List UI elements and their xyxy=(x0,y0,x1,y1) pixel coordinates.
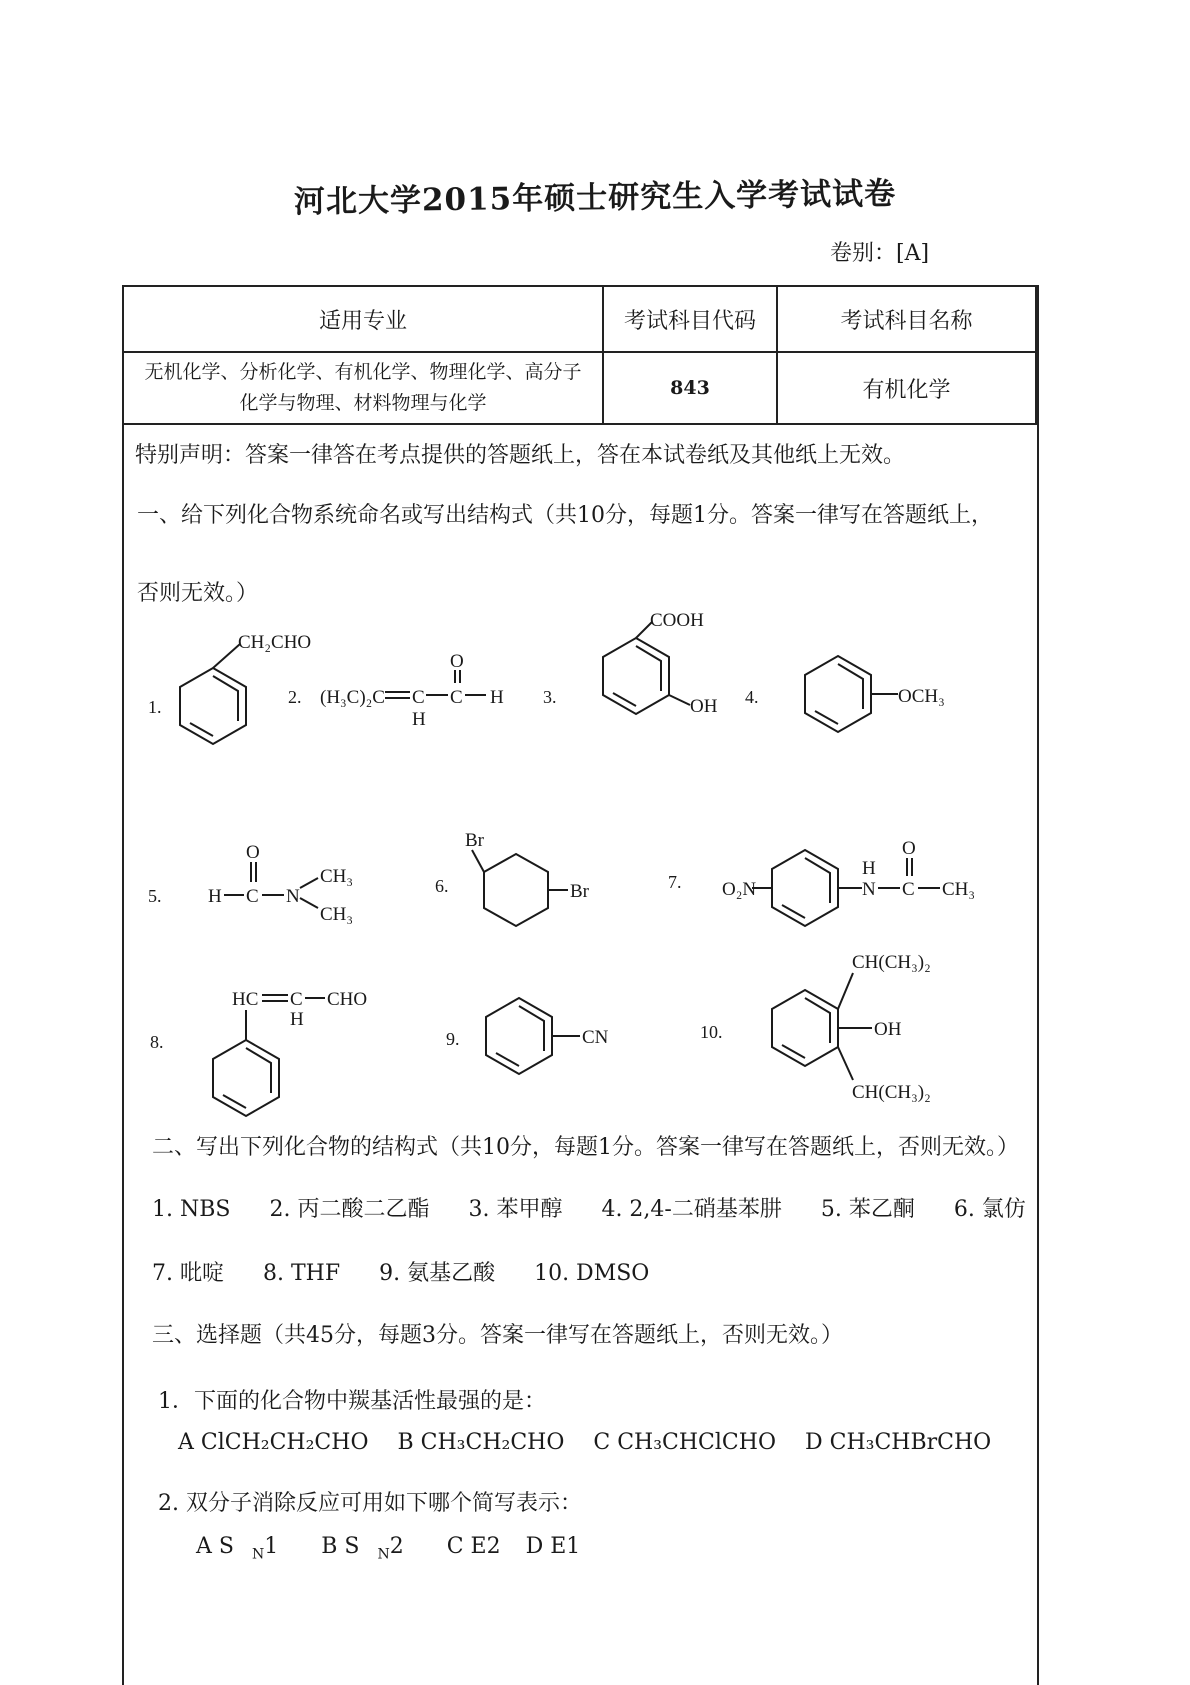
majors-line: 无机化学、分析化学、有机化学、物理化学、高分子 xyxy=(144,361,582,383)
list-item: 8. THF xyxy=(262,1261,341,1286)
question-1-stem: 1．下面的化合物中羰基活性最强的是： xyxy=(158,1389,546,1414)
item-number: 1. xyxy=(148,697,162,717)
benzene-ring xyxy=(772,850,838,926)
majors-line: 化学与物理、材料物理与化学 xyxy=(239,392,487,414)
section2-items-row1 xyxy=(152,1192,1058,1223)
methyl-2: CH₃ xyxy=(320,904,354,925)
isopropyl-bottom: CH(CH₃)₂ xyxy=(852,1082,931,1103)
option-c: C CH₃CHClCHO xyxy=(593,1430,776,1455)
item-number: 8. xyxy=(150,1032,164,1052)
compound-7 xyxy=(668,838,975,926)
atom-c: C xyxy=(412,687,425,708)
compound-8 xyxy=(150,989,367,1116)
benzene-ring xyxy=(180,668,246,744)
item-number: 3. xyxy=(543,687,557,707)
list-item: 3. 苯甲醇 xyxy=(468,1197,563,1222)
option-b: B CH₃CH₂CHO xyxy=(397,1430,565,1455)
atom-n: N xyxy=(286,886,300,907)
question-1-options xyxy=(178,1430,1013,1455)
item-number: 6. xyxy=(435,876,449,896)
atom-h: H xyxy=(208,886,222,907)
compound-10 xyxy=(700,952,931,1103)
compound-9 xyxy=(446,998,609,1074)
section1-heading: 一、给下列化合物系统命名或写出结构式（共10分，每题1分。答案一律写在答题纸上， xyxy=(137,503,993,528)
section1-heading-cont: 否则无效。） xyxy=(137,581,259,606)
substituent-oh: OH xyxy=(690,696,718,717)
substituent-och3: OCH₃ xyxy=(898,686,945,707)
subject-code: 843 xyxy=(603,352,777,424)
question-2-stem: 2. 双分子消除反应可用如下哪个简写表示： xyxy=(158,1491,582,1516)
list-item: 2. 丙二酸二乙酯 xyxy=(269,1197,430,1222)
exam-title: 河北大学2015年硕士研究生入学考试试卷 xyxy=(293,175,897,221)
option-d: D E1 xyxy=(525,1534,581,1559)
option-a: A S $_N$1 xyxy=(196,1534,279,1563)
methyl: CH₃ xyxy=(942,879,976,900)
atom-c: C xyxy=(246,886,259,907)
benzene-ring xyxy=(772,990,838,1066)
option-c: C E2 xyxy=(446,1534,501,1559)
section2-heading: 二、写出下列化合物的结构式（共10分，每题1分。答案一律写在答题纸上，否则无效。） xyxy=(152,1135,1019,1160)
list-item: 7. 吡啶 xyxy=(152,1261,224,1286)
compound-1 xyxy=(148,632,311,744)
col-name-header: 考试科目名称 xyxy=(777,286,1036,352)
compound-2 xyxy=(288,651,504,730)
atom-o: O xyxy=(902,838,916,859)
option-a: A ClCH₂CH₂CHO xyxy=(178,1430,369,1455)
option-d: D CH₃CHBrCHO xyxy=(804,1430,992,1455)
atom-c: C xyxy=(450,687,463,708)
compound-5 xyxy=(148,842,353,925)
benzene-ring xyxy=(805,656,871,732)
item-number: 2. xyxy=(288,687,302,707)
nitro-group: O₂N xyxy=(722,879,757,900)
atom-hc: HC xyxy=(232,989,259,1010)
benzene-ring xyxy=(213,1040,279,1116)
item-number: 7. xyxy=(668,872,682,892)
item-number: 9. xyxy=(446,1029,460,1049)
question-2-options xyxy=(196,1534,598,1562)
section2-items-row2 xyxy=(152,1256,681,1287)
cyclohexane-ring xyxy=(484,854,548,926)
atom-o: O xyxy=(450,651,464,672)
bromo-1: Br xyxy=(465,830,484,851)
col-major-header: 适用专业 xyxy=(123,286,603,352)
methyl-1: CH₃ xyxy=(320,866,354,887)
special-notice: 特别声明：答案一律答在考点提供的答题纸上，答在本试卷纸及其他纸上无效。 xyxy=(135,443,906,468)
atom-c: C xyxy=(902,879,915,900)
list-item: 1. NBS xyxy=(152,1197,231,1222)
compound-6 xyxy=(435,830,590,926)
benzene-ring xyxy=(603,638,669,714)
section3-heading: 三、选择题（共45分，每题3分。答案一律写在答题纸上，否则无效。） xyxy=(152,1323,843,1348)
atom-h: H xyxy=(290,1009,304,1030)
exam-volume: 卷别：[A] xyxy=(830,241,930,266)
list-item: 9. 氨基乙酸 xyxy=(379,1261,496,1286)
option-b: B S $_N$2 xyxy=(321,1534,404,1563)
compound-4 xyxy=(745,656,945,732)
substituent-label: CH₂CHO xyxy=(238,632,312,653)
list-item: 10. DMSO xyxy=(534,1261,650,1286)
subject-name: 有机化学 xyxy=(777,352,1036,424)
substituent-cn: CN xyxy=(582,1027,609,1048)
atom-n: N xyxy=(862,879,876,900)
substituent-cooh: COOH xyxy=(650,610,704,631)
list-item: 5. 苯乙酮 xyxy=(820,1197,915,1222)
atom-h: H xyxy=(412,709,426,730)
group-left: (H₃C)₂C xyxy=(320,687,385,708)
bromo-2: Br xyxy=(570,881,589,902)
item-number: 4. xyxy=(745,687,759,707)
atom-h: H xyxy=(490,687,504,708)
substituent-oh: OH xyxy=(874,1019,902,1040)
benzene-ring xyxy=(486,998,552,1074)
item-number: 10. xyxy=(700,1022,723,1042)
compound-3 xyxy=(543,610,718,717)
col-code-header: 考试科目代码 xyxy=(603,286,777,352)
atom-h: H xyxy=(862,858,876,879)
isopropyl-top: CH(CH₃)₂ xyxy=(852,952,931,973)
aldehyde-group: CHO xyxy=(327,989,368,1010)
item-number: 5. xyxy=(148,886,162,906)
atom-c: C xyxy=(290,989,303,1010)
list-item: 6. 氯仿 xyxy=(953,1197,1026,1222)
atom-o: O xyxy=(246,842,260,863)
list-item: 4. 2,4-二硝基苯肼 xyxy=(601,1197,782,1222)
